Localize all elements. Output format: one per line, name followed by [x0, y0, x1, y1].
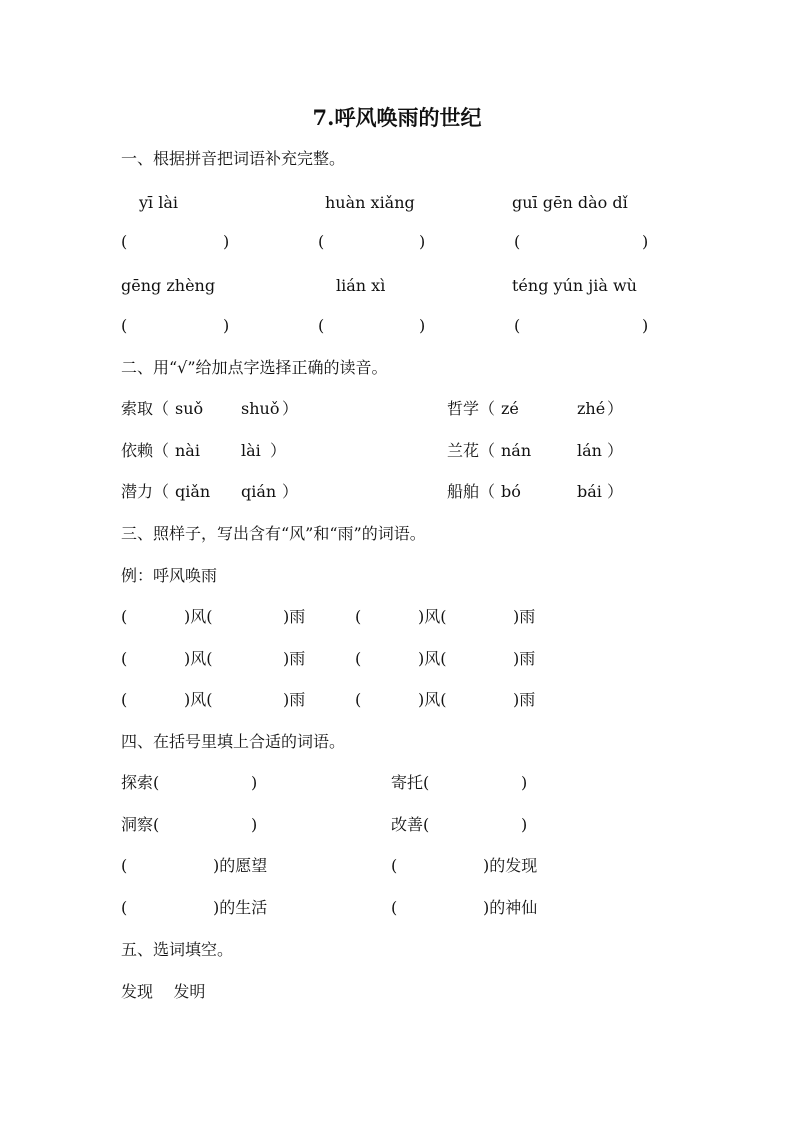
- blank-close: ): [251, 815, 258, 834]
- blank-2-1-close: ): [223, 316, 230, 335]
- word-choices: 发现 发明: [121, 982, 206, 1001]
- example-text: 例：呼风唤雨: [121, 566, 218, 585]
- reading-option: qiǎn: [175, 482, 211, 501]
- blank-open: (: [391, 898, 398, 917]
- blank-open: (: [391, 856, 398, 875]
- blank-1-1-open: (: [121, 232, 128, 251]
- reading-option: lài: [241, 441, 261, 460]
- blank-open: (: [121, 649, 128, 668]
- blank-open: (: [121, 690, 128, 709]
- blank-open: (: [355, 607, 362, 626]
- reading-item-open: （: [479, 441, 496, 460]
- pinyin-1-2: huàn xiǎng: [325, 193, 415, 212]
- blank-open: (: [355, 649, 362, 668]
- reading-item-close: ）: [282, 482, 299, 501]
- yu-label: )雨: [283, 649, 306, 668]
- fill-item: 探索(: [121, 773, 160, 792]
- blank-2-1-open: (: [121, 316, 128, 335]
- reading-item-open: （: [153, 399, 170, 418]
- blank-close: ): [251, 773, 258, 792]
- reading-option: nán: [501, 441, 532, 460]
- pinyin-1-1: yī lài: [139, 193, 179, 212]
- blank-2-3-open: (: [514, 316, 521, 335]
- section1-heading: 一、根据拼音把词语补充完整。: [121, 149, 346, 168]
- reading-item-word: 船舶: [447, 482, 480, 501]
- feng-label: )风(: [184, 690, 213, 709]
- reading-item-close: ）: [607, 399, 624, 418]
- reading-option: lán: [577, 441, 602, 460]
- fill-suffix: )的生活: [213, 898, 268, 917]
- section3-heading: 三、照样子，写出含有“风”和“雨”的词语。: [121, 524, 426, 543]
- blank-1-3-close: ): [642, 232, 649, 251]
- blank-1-2-close: ): [419, 232, 426, 251]
- feng-label: )风(: [418, 607, 447, 626]
- reading-item-close: ）: [607, 441, 624, 460]
- yu-label: )雨: [513, 607, 536, 626]
- blank-1-2-open: (: [318, 232, 325, 251]
- yu-label: )雨: [513, 649, 536, 668]
- reading-option: bó: [501, 482, 521, 501]
- yu-label: )雨: [513, 690, 536, 709]
- feng-label: )风(: [184, 607, 213, 626]
- reading-item-close: ）: [607, 482, 624, 501]
- reading-option: bái: [577, 482, 602, 501]
- blank-open: (: [355, 690, 362, 709]
- reading-option: suǒ: [175, 399, 204, 418]
- pinyin-2-3: téng yún jià wù: [512, 276, 637, 295]
- yu-label: )雨: [283, 690, 306, 709]
- reading-option: zhé: [577, 399, 606, 418]
- fill-suffix: )的神仙: [483, 898, 538, 917]
- reading-item-open: （: [479, 399, 496, 418]
- pinyin-1-3: guī gēn dào dǐ: [512, 193, 628, 212]
- fill-item: 洞察(: [121, 815, 160, 834]
- page-title: 7.呼风唤雨的世纪: [312, 105, 482, 130]
- reading-option: nài: [175, 441, 200, 460]
- reading-item-word: 潜力: [121, 482, 154, 501]
- section4-heading: 四、在括号里填上合适的词语。: [121, 732, 346, 751]
- fill-suffix: )的愿望: [213, 856, 268, 875]
- blank-2-2-close: ): [419, 316, 426, 335]
- reading-item-close: ）: [282, 399, 299, 418]
- blank-2-3-close: ): [642, 316, 649, 335]
- reading-item-open: （: [153, 482, 170, 501]
- blank-close: ): [521, 773, 528, 792]
- yu-label: )雨: [283, 607, 306, 626]
- blank-open: (: [121, 607, 128, 626]
- reading-item-word: 依赖: [121, 441, 154, 460]
- pinyin-2-2: lián xì: [336, 276, 386, 295]
- blank-open: (: [121, 856, 128, 875]
- reading-item-close: ）: [270, 441, 287, 460]
- reading-item-word: 哲学: [447, 399, 480, 418]
- blank-1-1-close: ): [223, 232, 230, 251]
- feng-label: )风(: [418, 649, 447, 668]
- reading-item-word: 索取: [121, 399, 154, 418]
- fill-item: 改善(: [391, 815, 430, 834]
- fill-suffix: )的发现: [483, 856, 538, 875]
- reading-item-word: 兰花: [447, 441, 480, 460]
- reading-option: qián: [241, 482, 277, 501]
- feng-label: )风(: [184, 649, 213, 668]
- pinyin-2-1: gēng zhèng: [121, 276, 216, 295]
- reading-option: shuǒ: [241, 399, 280, 418]
- reading-item-open: （: [153, 441, 170, 460]
- section2-heading: 二、用“√”给加点字选择正确的读音。: [121, 358, 388, 377]
- feng-label: )风(: [418, 690, 447, 709]
- reading-item-open: （: [479, 482, 496, 501]
- section5-heading: 五、选词填空。: [121, 940, 234, 959]
- reading-option: zé: [501, 399, 519, 418]
- blank-open: (: [121, 898, 128, 917]
- blank-2-2-open: (: [318, 316, 325, 335]
- fill-item: 寄托(: [391, 773, 430, 792]
- blank-1-3-open: (: [514, 232, 521, 251]
- blank-close: ): [521, 815, 528, 834]
